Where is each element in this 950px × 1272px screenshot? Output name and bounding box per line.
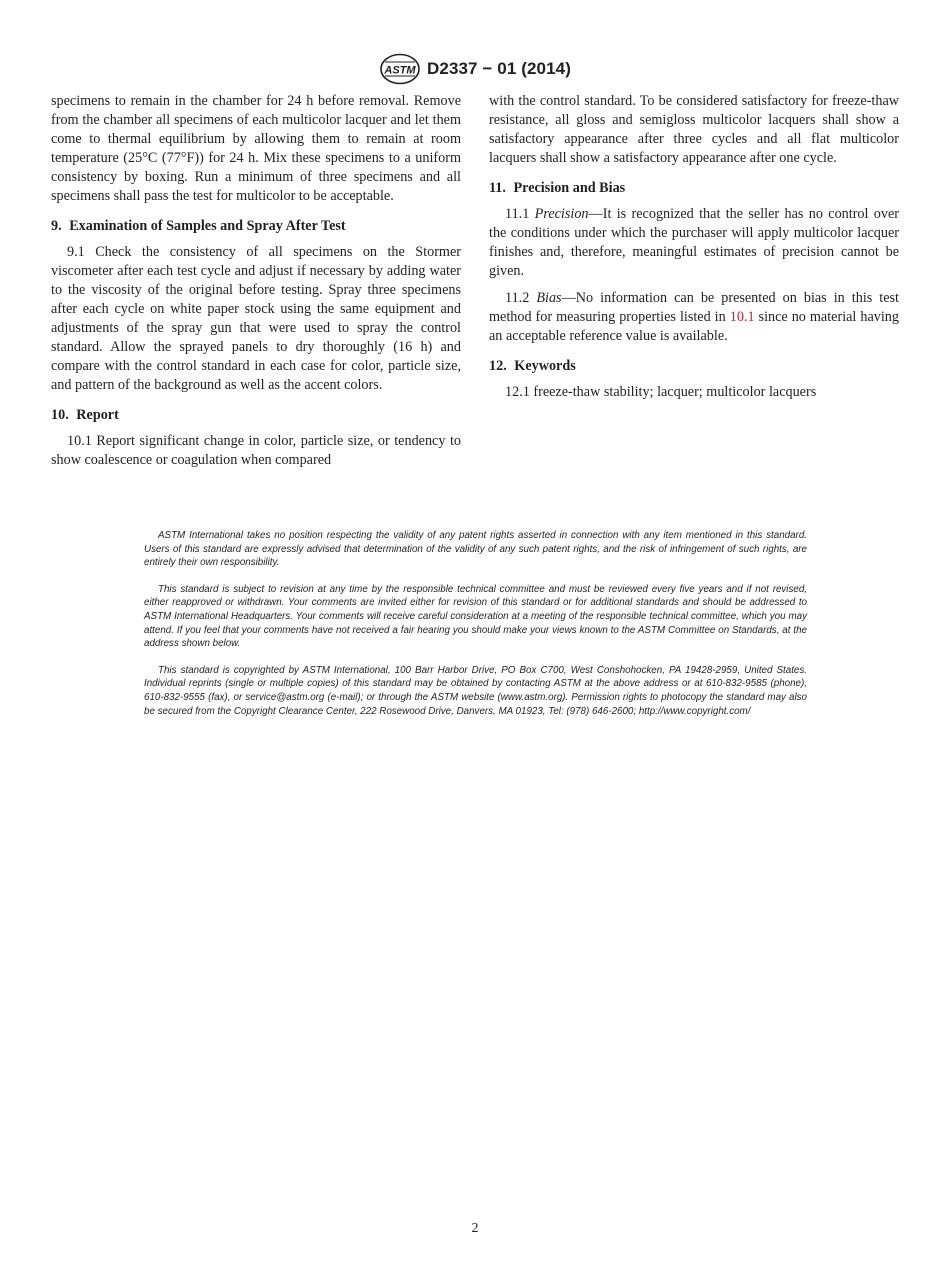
section-number: 12.: [489, 358, 507, 374]
section-title: Precision and Bias: [513, 180, 626, 196]
astm-logo: [379, 53, 421, 85]
paragraph-11-2: [489, 289, 899, 346]
notice-copyright: This standard is copyrighted by ASTM International, 100 Barr Harbor Drive, PO Box C700, West Conshohocken, PA 19428-2959, United States. Individual reprints (single or multiple copies) of this standard may be obtained by contacting ASTM at the above address or at 610-832-9585 (phone), 610-832-9555 (fax), or service@astm.org (e-mail); or through the ASTM website (www.astm.org). Permission rights to photocopy the standard may also be secured from the Copyright Clearance Center, 222 Rosewood Drive, Danvers, MA 01923, Tel: (978) 646-2600; http://www.copyright.com/: [144, 664, 807, 717]
section-title: Examination of Samples and Spray After Test: [69, 218, 346, 234]
paragraph-number: 11.2: [505, 290, 530, 306]
right-column: [489, 92, 899, 410]
section-number: 11.: [489, 180, 506, 196]
cross-reference-link[interactable]: 10.1: [729, 309, 755, 325]
paragraph-text: —No information can be presented on bias in this test method for measuring properties listed in: [489, 290, 899, 325]
section-title: Report: [76, 407, 119, 423]
logo-text: ASTM: [384, 64, 416, 77]
paragraph-number: 11.1: [505, 206, 530, 222]
paragraph-continuation: with the control standard. To be considered satisfactory for freeze-thaw resistance, all gloss and semigloss multicolor lacquers shall show a satisfactory appearance after three cycles and all flat multicolor lacquers shall show a satisfactory appearance after one cycle.: [489, 93, 899, 166]
paragraph-10-1: 10.1 Report significant change in color, particle size, or tendency to show coalescence or coagulation when compared: [51, 433, 461, 468]
paragraph-continuation: specimens to remain in the chamber for 24 h before removal. Remove from the chamber all specimens of each multicolor lacquer and let them come to thermal equilibrium by allowing them to remain at room temperature (25°C (77°F)) for 24 h. Mix these specimens to a uniform consistency by boxing. Run a minimum of three specimens and all specimens shall pass the test for multicolor to be acceptable.: [51, 93, 461, 204]
term-bias: Bias: [536, 290, 562, 306]
left-column: [51, 92, 461, 478]
designation: D2337 − 01 (2014): [427, 59, 571, 78]
paragraph-12-1: 12.1 freeze-thaw stability; lacquer; multicolor lacquers: [505, 384, 817, 400]
section-heading-10: [51, 406, 461, 425]
paragraph-text: since no material having an acceptable reference value is available.: [489, 309, 899, 344]
section-heading-11: [489, 179, 899, 198]
section-heading-12: [489, 357, 899, 376]
section-number: 10.: [51, 407, 69, 423]
notice-patent: ASTM International takes no position respecting the validity of any patent rights asserted in connection with any item mentioned in this standard. Users of this standard are expressly advised that determination of the validity of any such patent rights, and the risk of infringement of such rights, are entirely their own responsibility.: [144, 530, 807, 569]
legal-notices: [144, 529, 807, 731]
section-title: Keywords: [514, 358, 576, 374]
notice-revision: This standard is subject to revision at any time by the responsible technical committee and must be reviewed every five years and if not revised, either reapproved or withdrawn. Your comments are invited either for revision of this standard or for additional standards and should be addressed to ASTM International Headquarters. Your comments will receive careful consideration at a meeting of the responsible technical committee, which you may attend. If you feel that your comments have not received a fair hearing you should make your views known to the ASTM Committee on Standards, at the address shown below.: [144, 583, 807, 650]
section-number: 9.: [51, 218, 62, 234]
page-header: [0, 52, 950, 86]
term-precision: Precision: [534, 206, 589, 222]
paragraph-11-1: [489, 205, 899, 281]
page-number: 2: [471, 1221, 479, 1236]
paragraph-text: —It is recognized that the seller has no control over the conditions under which the purchaser will apply multicolor lacquer finishes and, therefore, meaningful estimates of precision cannot be given.: [489, 206, 900, 279]
paragraph-9-1: 9.1 Check the consistency of all specimens on the Stormer viscometer after each test cycle and adjust if necessary by adding water to the viscosity of the original before testing. Spray three specimens after each cycle on white paper stock using the same equipment and adjustments of the spray gun that were used to spray the control standard. Allow the sprayed panels to dry thoroughly (16 h) and compare with the control standard in each case for color, particle size, and pattern of the background as well as the accent colors.: [51, 244, 461, 393]
section-heading-9: [51, 217, 461, 236]
